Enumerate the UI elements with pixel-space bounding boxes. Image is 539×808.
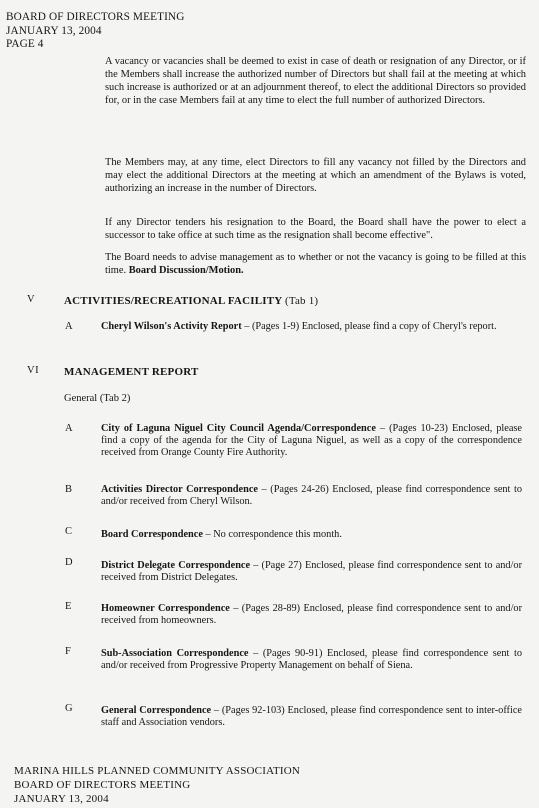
section-vi-item-c — [101, 529, 522, 541]
header-meeting-title: BOARD OF DIRECTORS MEETING — [6, 11, 185, 23]
item-title: Activities Director Correspondence — [101, 484, 258, 495]
item-title: Homeowner Correspondence — [101, 603, 230, 614]
section-v-item-letter: A — [65, 321, 73, 332]
item-description: – (Pages 90-91) Enclosed, please find correspondence sent to and/or received from Progressive Property Management on behalf of Siena. — [101, 648, 522, 671]
footer-date: JANUARY 13, 2004 — [14, 793, 109, 805]
section-v-item-a — [101, 321, 522, 333]
section-vi-item-letter: G — [65, 703, 73, 714]
item-description: – (Page 27) Enclosed, please find correspondence sent to and/or received from District Delegates. — [101, 560, 522, 583]
paragraph-board-advise — [105, 251, 526, 277]
board-discussion-motion: Board Discussion/Motion. — [128, 265, 244, 276]
section-vi-item-a — [101, 423, 522, 459]
item-description: – (Pages 92-103) Enclosed, please find correspondence sent to inter-office staff and Association vendors. — [101, 705, 522, 728]
item-description: – (Pages 10-23) Enclosed, please find a copy of the agenda for the City of Laguna Niguel, as well as a copy of the correspondence received from Orange County Fire Authority. — [101, 423, 523, 458]
section-vi-item-letter: C — [65, 526, 73, 537]
footer-association-name: MARINA HILLS PLANNED COMMUNITY ASSOCIATION — [14, 765, 301, 777]
item-title: General Correspondence — [101, 705, 212, 716]
section-vi-item-letter: B — [65, 484, 73, 495]
section-vi-item-letter: E — [65, 601, 72, 612]
section-vi-number: VI — [27, 365, 40, 376]
section-vi-item-f — [101, 648, 522, 672]
item-title: Board Correspondence — [101, 529, 203, 540]
item-description: – (Pages 28-89) Enclosed, please find correspondence sent to and/or received from homeowners. — [101, 603, 523, 626]
section-vi-item-b — [101, 484, 522, 508]
section-vi-item-letter: F — [65, 646, 71, 657]
section-vi-item-d — [101, 560, 522, 584]
section-v-heading — [64, 295, 318, 307]
page-footer — [14, 764, 300, 806]
section-v-number: V — [27, 294, 36, 305]
paragraph-vacancy-definition: A vacancy or vacancies shall be deemed to exist in case of death or resignation of any Director, or if the Members shall increase the authorized number of Directors but shall fail at the meeting at which such increase is authorized or at an adjournment thereof, to elect the additional Directors so provided for, or in the case Members fail at any time to elect the full number of authorized Directors. — [105, 56, 526, 106]
item-title: District Delegate Correspondence — [101, 560, 251, 571]
item-title: Cheryl Wilson's Activity Report — [101, 321, 242, 332]
footer-meeting-title: BOARD OF DIRECTORS MEETING — [14, 779, 191, 791]
item-title: Sub-Association Correspondence — [101, 648, 249, 659]
item-description: – No correspondence this month. — [202, 529, 342, 540]
section-vi-item-letter: D — [65, 557, 73, 568]
paragraph-board-advise-text: The Board needs to advise management as to whether or not the vacancy is going to be filled at this time. — [105, 252, 526, 276]
paragraph-members-elect: The Members may, at any time, elect Directors to fill any vacancy not filled by the Directors and may elect the additional Directors at the meeting at which an amendment of the Bylaws is voted, authorizing an increase in the number of Directors. — [105, 157, 526, 194]
section-v-tab: (Tab 1) — [284, 295, 319, 307]
header-page-number: PAGE 4 — [6, 38, 44, 50]
section-vi-item-g — [101, 705, 522, 729]
item-description: – (Pages 24-26) Enclosed, please find correspondence sent to and/or received from Cheryl Wilson. — [101, 484, 522, 507]
page-header — [6, 11, 184, 52]
item-description: – (Pages 1-9) Enclosed, please find a copy of Cheryl's report. — [241, 321, 497, 332]
section-vi-item-e — [101, 603, 522, 627]
section-vi-title: MANAGEMENT REPORT — [64, 366, 199, 378]
item-title: City of Laguna Niguel City Council Agenda/Correspondence — [101, 423, 376, 434]
subsection-general: General (Tab 2) — [64, 393, 131, 404]
section-v-title: ACTIVITIES/RECREATIONAL FACILITY — [64, 295, 282, 307]
paragraph-resignation: If any Director tenders his resignation to the Board, the Board shall have the power to elect a successor to take office at such time as the resignation shall become effective". — [105, 217, 526, 241]
header-date: JANUARY 13, 2004 — [6, 24, 102, 37]
section-vi-item-letter: A — [65, 423, 73, 434]
